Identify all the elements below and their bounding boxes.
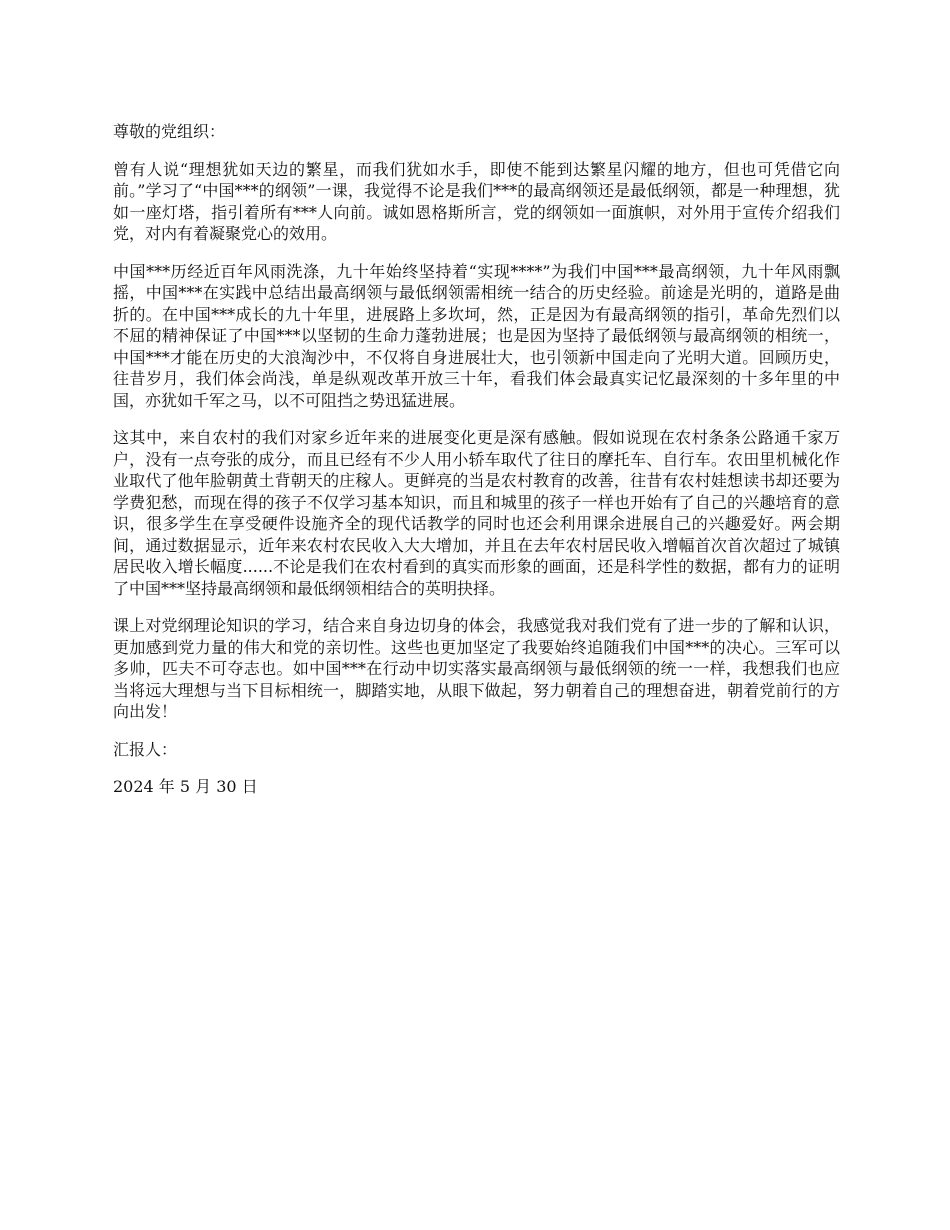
body-paragraph-1: 曾有人说“理想犹如天边的繁星，而我们犹如水手，即使不能到达繁星闪耀的地方，但也可凭借它向前。”学习了“中国***的纲领”一课，我觉得不论是我们***的最高纲领还是最低纲领，都是一种理想，犹如一座灯塔，指引着所有***人向前。诚如恩格斯所言，党的纲领如一面旗帜，对外用于宣传介绍我们党，对内有着凝聚党心的效用。 bbox=[113, 159, 840, 243]
body-paragraph-3: 这其中，来自农村的我们对家乡近年来的进展变化更是深有感触。假如说现在农村条条公路通千家万户，没有一点夸张的成分，而且已经有不少人用小轿车取代了往日的摩托车、自行车。农田里机械化作业取代了他年脸朝黄土背朝天的庄稼人。更鲜亮的当是农村教育的改善，往昔有农村娃想读书却还要为学费犯愁，而现在得的孩子不仅学习基本知识，而且和城里的孩子一样也开始有了自己的兴趣培育的意识，很多学生在享受硬件设施齐全的现代话教学的同时也还会利用课余进展自己的兴趣爱好。两会期间，通过数据显示，近年来农村农民收入大大增加，并且在去年农村居民收入增幅首次首次超过了城镇居民收入增长幅度......不论是我们在农村看到的真实而形象的画面，还是科学性的数据，都有力的证明了中国***坚持最高纲领和最低纲领相结合的英明抉择。 bbox=[113, 428, 840, 598]
signature-label: 汇报人： bbox=[113, 739, 178, 759]
body-paragraph-2: 中国***历经近百年风雨洗涤，九十年始终坚持着“实现****”为我们中国***最高纲领，九十年风雨飘摇，中国***在实践中总结出最高纲领与最低纲领需相统一结合的历史经验。前途是光明的，道路是曲折的。在中国***成长的九十年里，进展路上多坎坷，然，正是因为有最高纲领的指引，革命先烈们以不屈的精神保证了中国***以坚韧的生命力蓬勃进展；也是因为坚持了最低纲领与最高纲领的相统一，中国***才能在历史的大浪淘沙中，不仅将自身进展壮大，也引领新中国走向了光明大道。回顾历史，往昔岁月，我们体会尚浅，单是纵观改革开放三十年，看我们体会最真实记忆最深刻的十多年里的中国，亦犹如千军之马，以不可阻挡之势迅猛进展。 bbox=[113, 261, 840, 410]
report-date: 2024 年 5 月 30 日 bbox=[113, 777, 258, 796]
body-paragraph-4: 课上对党纲理论知识的学习，结合来自身边切身的体会，我感觉我对我们党有了进一步的了解和认识，更加感到党力量的伟大和党的亲切性。这些也更加坚定了我要始终追随我们中国***的决心。三军可以多帅，匹夫不可夺志也。如中国***在行动中切实落实最高纲领与最低纲领的统一一样，我想我们也应当将远大理想与当下目标相统一，脚踏实地，从眼下做起，努力朝着自己的理想奋进，朝着党前行的方向出发！ bbox=[113, 616, 840, 721]
letter-document bbox=[113, 121, 840, 814]
salutation: 尊敬的党组织： bbox=[113, 122, 226, 141]
